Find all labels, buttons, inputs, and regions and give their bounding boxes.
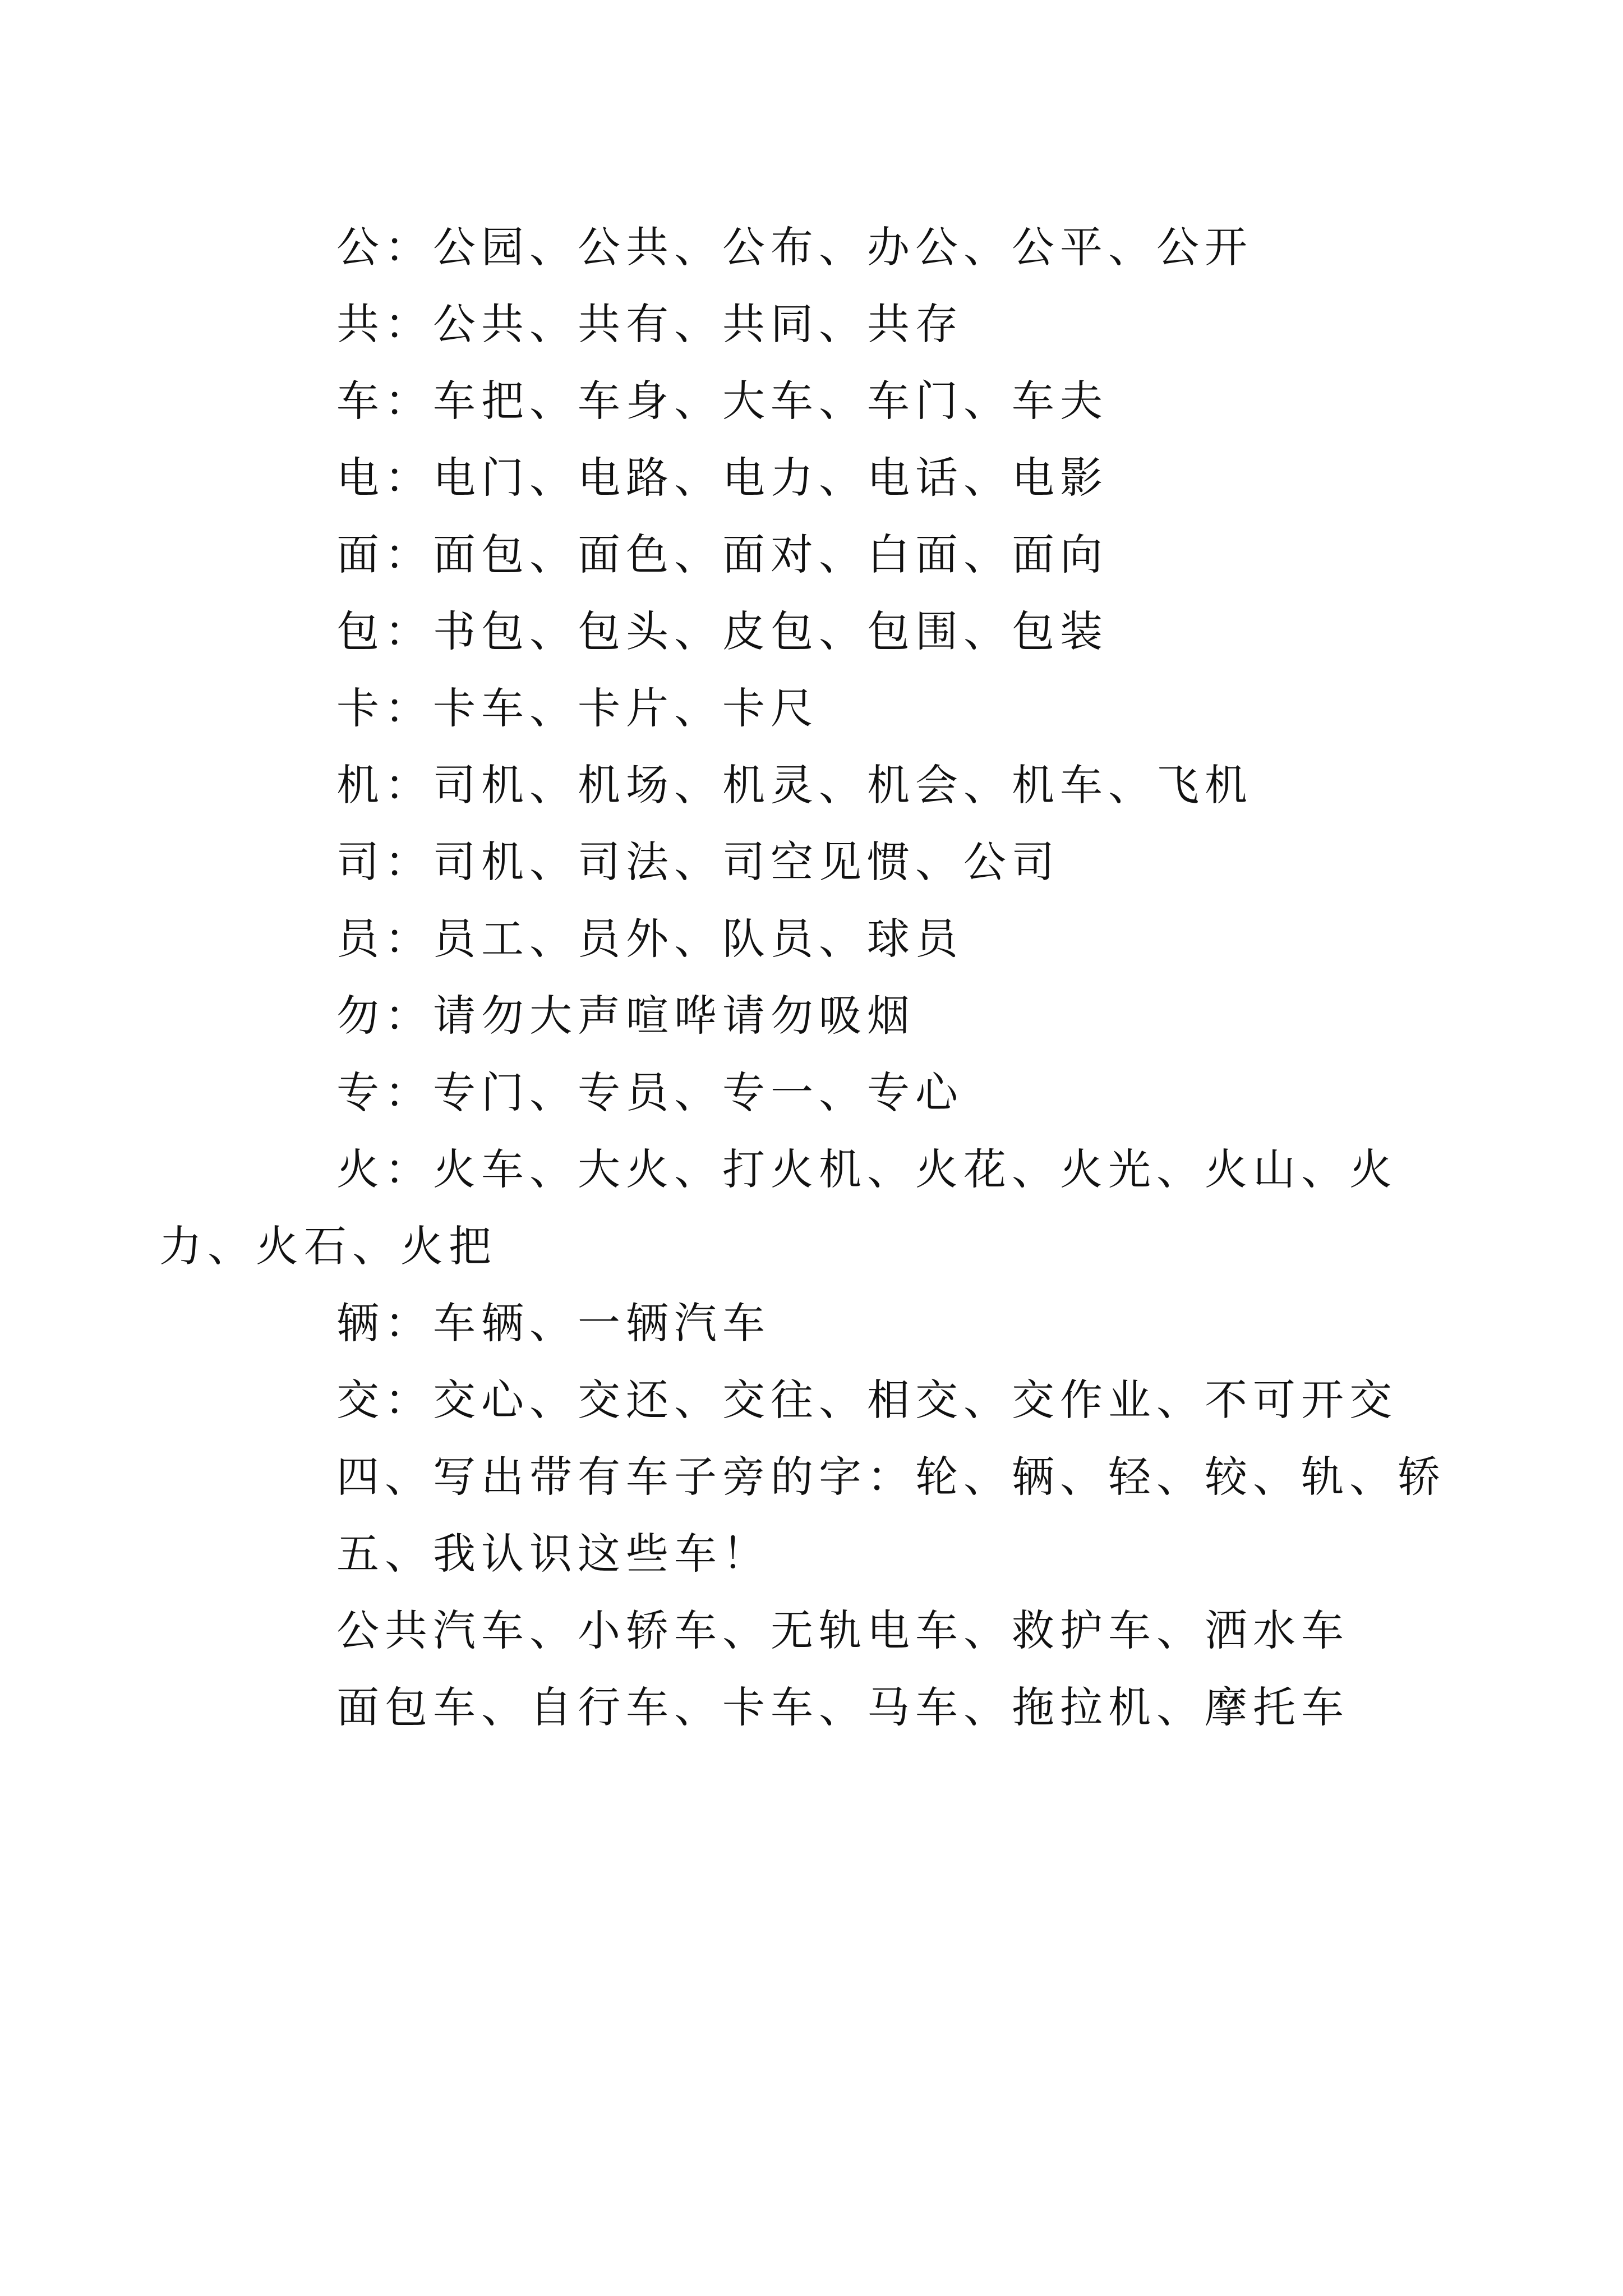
vehicle-list-one: 公共汽车、小轿车、无轨电车、救护车、洒水车 <box>336 1605 1349 1655</box>
entry-yuan: 员：员工、员外、队员、球员 <box>336 914 963 964</box>
entry-liang: 辆：车辆、一辆汽车 <box>336 1298 771 1348</box>
entry-wu: 勿：请勿大声喧哗请勿吸烟 <box>336 991 915 1041</box>
vehicle-list-two: 面包车、自行车、卡车、马车、拖拉机、摩托车 <box>336 1682 1349 1732</box>
entry-ka: 卡：卡车、卡片、卡尺 <box>336 683 819 733</box>
entry-mian: 面：面包、面色、面对、白面、面向 <box>336 530 1108 579</box>
entry-gong-shared: 共：公共、共有、共同、共存 <box>336 299 963 349</box>
document-body <box>159 209 1446 1746</box>
entry-dian: 电：电门、电路、电力、电话、电影 <box>336 453 1108 503</box>
entry-che: 车：车把、车身、大车、车门、车夫 <box>336 376 1108 426</box>
entry-ji: 机：司机、机场、机灵、机会、机车、飞机 <box>336 760 1253 810</box>
entry-bao: 包：书包、包头、皮包、包围、包装 <box>336 606 1108 656</box>
entry-jiao: 交：交心、交还、交往、相交、交作业、不可开交 <box>336 1375 1398 1425</box>
entry-zhuan: 专：专门、专员、专一、专心 <box>336 1068 963 1117</box>
section-five-heading: 五、我认识这些车！ <box>336 1529 771 1579</box>
section-four-heading: 四、写出带有车子旁的字：轮、辆、轻、较、轨、轿 <box>336 1452 1446 1502</box>
entry-huo: 火：火车、大火、打火机、火花、火光、火山、火力、火石、火把 <box>159 1144 1398 1271</box>
entry-si: 司：司机、司法、司空见惯、公司 <box>336 837 1060 887</box>
entry-gong: 公：公园、公共、公布、办公、公平、公开 <box>336 222 1253 272</box>
